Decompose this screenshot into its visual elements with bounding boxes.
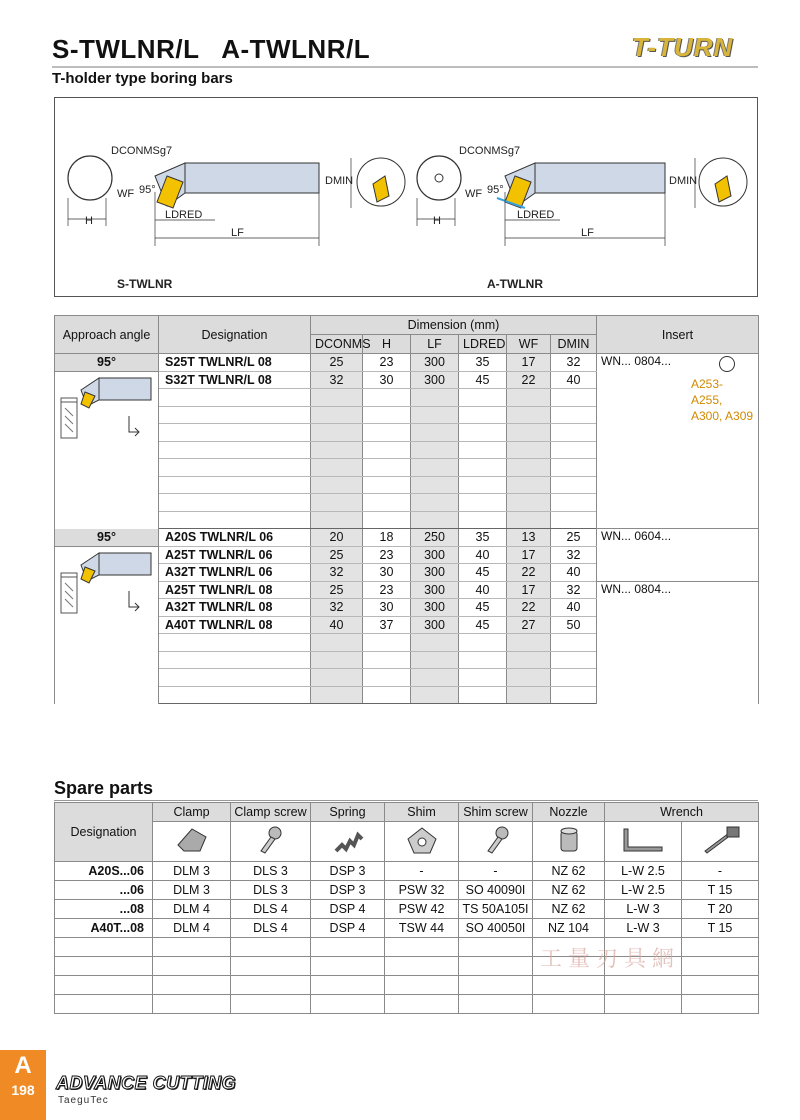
holder-group-s — [55, 354, 759, 529]
dimension-cell — [411, 406, 459, 424]
spare-part-cell: DSP 3 — [311, 881, 385, 900]
designation-cell: A25T TWLNR/L 06 — [159, 546, 311, 564]
spare-part-cell: T 15 — [682, 881, 759, 900]
spare-designation-cell: ...08 — [55, 900, 153, 919]
dmin-label: DMIN — [325, 175, 354, 187]
designation-cell — [159, 476, 311, 494]
page-subtitle: T-holder type boring bars — [52, 70, 233, 87]
dimension-cell — [459, 634, 507, 652]
dimension-cell — [459, 494, 507, 512]
dimension-cell: 30 — [363, 371, 411, 389]
spare-part-cell — [231, 938, 311, 957]
dimension-cell — [507, 389, 551, 407]
dimension-cell — [311, 441, 363, 459]
dimension-cell: 23 — [363, 546, 411, 564]
dimension-cell — [411, 459, 459, 477]
dimension-cell — [459, 669, 507, 687]
spare-designation-header: Designation — [55, 803, 153, 862]
dimension-cell — [411, 669, 459, 687]
spare-part-cell: DLM 4 — [153, 900, 231, 919]
dimension-cell — [411, 686, 459, 704]
dimension-cell: 18 — [363, 529, 411, 547]
dimension-cell: 300 — [411, 616, 459, 634]
dimension-cell — [507, 476, 551, 494]
angle-label-right: 95° — [487, 184, 504, 196]
dimension-cell — [551, 651, 597, 669]
dimension-cell — [459, 686, 507, 704]
dimension-cell: 25 — [551, 529, 597, 547]
spare-part-cell: L-W 2.5 — [605, 881, 682, 900]
spare-part-cell — [459, 976, 533, 995]
h-label: H — [85, 215, 93, 227]
spare-part-cell — [231, 957, 311, 976]
spare-designation-cell: A40T...08 — [55, 919, 153, 938]
dimension-cell: 22 — [507, 564, 551, 582]
clamp-screw-header: Clamp screw — [231, 803, 311, 822]
wf-col-header: WF — [507, 335, 551, 354]
dimension-cell: 300 — [411, 581, 459, 599]
spare-part-cell: NZ 104 — [533, 919, 605, 938]
spare-part-cell: T 15 — [682, 919, 759, 938]
table-row — [55, 881, 759, 900]
title-divider — [52, 66, 758, 68]
spare-part-cell — [385, 938, 459, 957]
dimension-cell: 13 — [507, 529, 551, 547]
boring-tool-icon — [59, 547, 155, 617]
spare-part-cell — [385, 995, 459, 1014]
dimension-cell: 35 — [459, 354, 507, 372]
dimension-cell — [311, 476, 363, 494]
torx-wrench-icon — [682, 822, 759, 862]
holder-table — [54, 315, 759, 704]
dimension-cell — [459, 389, 507, 407]
bore-illustration — [55, 371, 159, 529]
spare-part-cell: DLM 3 — [153, 862, 231, 881]
nozzle-header: Nozzle — [533, 803, 605, 822]
spare-part-cell — [153, 995, 231, 1014]
t-turn-logo: T-TURN — [632, 32, 734, 62]
spare-parts-divider — [54, 800, 758, 801]
spare-part-cell: - — [385, 862, 459, 881]
dimension-cell: 32 — [311, 564, 363, 582]
dimension-cell — [507, 511, 551, 529]
spare-part-cell — [311, 938, 385, 957]
dimension-cell — [551, 634, 597, 652]
tool-diagram-panel — [54, 97, 758, 297]
dimension-cell — [311, 686, 363, 704]
dimension-cell — [551, 406, 597, 424]
dimension-cell: 35 — [459, 529, 507, 547]
dimension-cell — [551, 389, 597, 407]
dimension-cell: 40 — [311, 616, 363, 634]
table-row — [55, 581, 759, 599]
insert-page-ref-icon[interactable] — [719, 356, 735, 372]
designation-cell — [159, 669, 311, 687]
dimension-header: Dimension (mm) — [311, 316, 597, 335]
dimension-cell — [507, 459, 551, 477]
dimension-cell: 45 — [459, 616, 507, 634]
dimension-cell — [551, 441, 597, 459]
spare-part-cell: PSW 32 — [385, 881, 459, 900]
dimension-cell — [411, 441, 459, 459]
designation-cell: A32T TWLNR/L 06 — [159, 564, 311, 582]
spare-part-cell: - — [682, 862, 759, 881]
dimension-cell — [507, 669, 551, 687]
dimension-cell — [459, 424, 507, 442]
ldred-label-right: LDRED — [517, 209, 555, 221]
dimension-cell — [507, 651, 551, 669]
insert-header: Insert — [597, 316, 759, 354]
dimension-cell — [551, 476, 597, 494]
dimension-cell: 300 — [411, 599, 459, 617]
dimension-cell: 22 — [507, 599, 551, 617]
dimension-cell — [411, 424, 459, 442]
dimension-cell: 23 — [363, 581, 411, 599]
designation-cell: A20S TWLNR/L 06 — [159, 529, 311, 547]
brand-subtitle: TaeguTec — [58, 1095, 109, 1106]
dconms-label-right: DCONMSg7 — [459, 145, 521, 157]
insert-code: WN... 0804... — [601, 581, 672, 596]
spare-part-cell — [533, 976, 605, 995]
designation-cell — [159, 459, 311, 477]
dimension-cell: 32 — [311, 371, 363, 389]
dimension-cell — [551, 424, 597, 442]
dimension-cell: 32 — [551, 581, 597, 599]
dmin-col-header: DMIN — [551, 335, 597, 354]
spare-parts-table — [54, 802, 759, 1014]
dimension-cell — [363, 634, 411, 652]
dimension-cell — [551, 494, 597, 512]
dimension-cell: 27 — [507, 616, 551, 634]
table-row — [55, 354, 759, 372]
spare-part-cell: L-W 2.5 — [605, 862, 682, 881]
designation-cell — [159, 634, 311, 652]
approach-angle-cell: 95° — [55, 529, 159, 547]
dimension-cell — [551, 459, 597, 477]
clamp-icon — [153, 822, 231, 862]
dimension-cell — [459, 511, 507, 529]
page-section-letter: A — [14, 1052, 32, 1079]
dimension-cell: 45 — [459, 599, 507, 617]
spare-part-cell: NZ 62 — [533, 881, 605, 900]
boring-tool-icon — [59, 372, 155, 442]
dimension-cell: 40 — [551, 599, 597, 617]
dimension-cell: 40 — [459, 581, 507, 599]
lf-col-header: LF — [411, 335, 459, 354]
dimension-cell — [507, 634, 551, 652]
spare-part-cell: DLM 3 — [153, 881, 231, 900]
dimension-cell: 20 — [311, 529, 363, 547]
designation-cell: S32T TWLNR/L 08 — [159, 371, 311, 389]
designation-cell — [159, 686, 311, 704]
designation-header: Designation — [159, 316, 311, 354]
spare-part-cell: L-W 3 — [605, 900, 682, 919]
dimension-cell — [363, 406, 411, 424]
dimension-cell — [507, 494, 551, 512]
spare-part-cell — [153, 957, 231, 976]
dimension-cell: 25 — [311, 546, 363, 564]
dimension-cell: 17 — [507, 581, 551, 599]
dimension-cell — [363, 459, 411, 477]
spare-part-cell: TSW 44 — [385, 919, 459, 938]
dimension-cell: 45 — [459, 371, 507, 389]
dimension-cell — [363, 476, 411, 494]
designation-cell: S25T TWLNR/L 08 — [159, 354, 311, 372]
dimension-cell — [411, 651, 459, 669]
spare-designation-cell — [55, 976, 153, 995]
designation-cell — [159, 441, 311, 459]
lf-label-right: LF — [581, 227, 594, 239]
ldred-label: LDRED — [165, 209, 203, 221]
spare-part-cell — [231, 995, 311, 1014]
spare-part-cell: DLS 4 — [231, 900, 311, 919]
dimension-cell — [551, 669, 597, 687]
insert-page-ref[interactable]: A253-A255, — [691, 377, 724, 407]
dimension-cell: 250 — [411, 529, 459, 547]
s-twlnr-drawing — [68, 145, 405, 291]
spare-part-cell: - — [459, 862, 533, 881]
spare-part-cell — [682, 957, 759, 976]
spare-part-cell — [605, 976, 682, 995]
nozzle-icon — [533, 822, 605, 862]
designation-cell — [159, 406, 311, 424]
dimension-cell — [459, 651, 507, 669]
wrench-header: Wrench — [605, 803, 759, 822]
dimension-cell: 30 — [363, 564, 411, 582]
dimension-cell — [363, 686, 411, 704]
dimension-cell — [363, 511, 411, 529]
spare-part-cell: DSP 4 — [311, 900, 385, 919]
dimension-cell — [507, 406, 551, 424]
dimension-cell: 300 — [411, 546, 459, 564]
dimension-cell — [551, 511, 597, 529]
wf-label-right: WF — [465, 188, 483, 200]
spare-part-cell: TS 50A105I — [459, 900, 533, 919]
dmin-label-right: DMIN — [669, 175, 698, 187]
spare-part-cell — [311, 995, 385, 1014]
clamp-header: Clamp — [153, 803, 231, 822]
dimension-cell: 50 — [551, 616, 597, 634]
dimension-cell — [411, 389, 459, 407]
tool-diagram — [55, 98, 757, 296]
spare-part-cell: SO 40050I — [459, 919, 533, 938]
spare-part-cell: DSP 4 — [311, 919, 385, 938]
dimension-cell: 30 — [363, 599, 411, 617]
dimension-cell: 32 — [551, 354, 597, 372]
dimension-cell — [411, 634, 459, 652]
insert-code: WN... 0604... — [601, 529, 672, 543]
site-watermark: 工量刃具網 — [540, 946, 681, 971]
dconms-label: DCONMSg7 — [111, 145, 173, 157]
dimension-cell — [363, 441, 411, 459]
table-row — [55, 919, 759, 938]
dimension-cell — [311, 459, 363, 477]
spare-part-cell — [459, 957, 533, 976]
spare-part-cell: DLM 4 — [153, 919, 231, 938]
bore-illustration — [55, 546, 159, 704]
dimension-cell — [311, 511, 363, 529]
page-title: S-TWLNR/L A-TWLNR/L — [52, 34, 371, 64]
h-col-header: H — [363, 335, 411, 354]
dimension-cell — [311, 651, 363, 669]
spare-part-cell: L-W 3 — [605, 919, 682, 938]
dimension-cell: 300 — [411, 371, 459, 389]
designation-cell — [159, 651, 311, 669]
h-label-right: H — [433, 215, 441, 227]
spare-part-cell — [153, 976, 231, 995]
dimension-cell: 23 — [363, 354, 411, 372]
s-twlnr-label: S-TWLNR — [117, 277, 173, 291]
dimension-cell — [311, 389, 363, 407]
dconms-col-header: DCONMS — [311, 335, 363, 354]
shim-screw-header: Shim screw — [459, 803, 533, 822]
dimension-cell — [363, 494, 411, 512]
dimension-cell — [411, 476, 459, 494]
dimension-cell: 40 — [459, 546, 507, 564]
dimension-cell: 17 — [507, 546, 551, 564]
dimension-cell: 40 — [551, 564, 597, 582]
dimension-cell: 25 — [311, 581, 363, 599]
spare-part-cell: T 20 — [682, 900, 759, 919]
spare-part-cell — [533, 995, 605, 1014]
dimension-cell — [311, 424, 363, 442]
spare-part-cell — [231, 976, 311, 995]
spare-parts-body — [55, 862, 759, 1014]
designation-cell — [159, 511, 311, 529]
spare-part-cell: SO 40090I — [459, 881, 533, 900]
shim-screw-icon — [459, 822, 533, 862]
insert-code: WN... 0804... — [601, 354, 672, 368]
dimension-cell — [363, 424, 411, 442]
dimension-cell — [311, 494, 363, 512]
page-number: 198 — [11, 1082, 35, 1098]
lf-label: LF — [231, 227, 244, 239]
spring-header: Spring — [311, 803, 385, 822]
spare-part-cell — [459, 938, 533, 957]
table-row — [55, 995, 759, 1014]
a-twlnr-drawing — [417, 145, 747, 291]
dimension-cell: 32 — [551, 546, 597, 564]
insert-cell — [597, 581, 759, 704]
insert-page-ref[interactable]: A300, A309 — [691, 409, 754, 423]
spare-part-cell — [385, 957, 459, 976]
designation-cell: A40T TWLNR/L 08 — [159, 616, 311, 634]
designation-cell: A25T TWLNR/L 08 — [159, 581, 311, 599]
spare-part-cell — [459, 995, 533, 1014]
spare-part-cell — [311, 976, 385, 995]
dimension-cell — [363, 389, 411, 407]
spring-icon — [311, 822, 385, 862]
dimension-cell: 22 — [507, 371, 551, 389]
spare-designation-cell: A20S...06 — [55, 862, 153, 881]
dimension-cell: 25 — [311, 354, 363, 372]
dimension-cell — [363, 669, 411, 687]
table-row — [55, 976, 759, 995]
spare-part-cell — [682, 938, 759, 957]
insert-cell — [597, 529, 759, 582]
spare-part-cell — [311, 957, 385, 976]
designation-cell: A32T TWLNR/L 08 — [159, 599, 311, 617]
shim-header: Shim — [385, 803, 459, 822]
a-twlnr-label: A-TWLNR — [487, 277, 543, 291]
dimension-cell: 32 — [311, 599, 363, 617]
spare-part-cell: DLS 3 — [231, 881, 311, 900]
dimension-cell — [551, 686, 597, 704]
table-row — [55, 900, 759, 919]
table-row — [55, 862, 759, 881]
dimension-cell — [459, 476, 507, 494]
dimension-cell — [411, 511, 459, 529]
dimension-cell — [311, 669, 363, 687]
clamp-screw-icon — [231, 822, 311, 862]
ldred-col-header: LDRED — [459, 335, 507, 354]
approach-angle-header: Approach angle — [55, 316, 159, 354]
dimension-cell — [459, 406, 507, 424]
dimension-cell — [363, 651, 411, 669]
dimension-cell — [507, 686, 551, 704]
dimension-cell — [459, 441, 507, 459]
hex-wrench-icon — [605, 822, 682, 862]
holder-group-a — [55, 529, 759, 704]
dimension-cell: 300 — [411, 354, 459, 372]
spare-part-cell — [682, 976, 759, 995]
spare-part-cell — [605, 995, 682, 1014]
spare-part-cell — [385, 976, 459, 995]
designation-cell — [159, 494, 311, 512]
spare-designation-cell — [55, 957, 153, 976]
spare-part-cell — [153, 938, 231, 957]
spare-part-cell: DLS 4 — [231, 919, 311, 938]
spare-designation-cell — [55, 995, 153, 1014]
spare-designation-cell: ...06 — [55, 881, 153, 900]
spare-designation-cell — [55, 938, 153, 957]
dimension-cell: 17 — [507, 354, 551, 372]
spare-part-cell: NZ 62 — [533, 900, 605, 919]
approach-angle-cell: 95° — [55, 354, 159, 372]
shim-icon — [385, 822, 459, 862]
dimension-cell — [507, 441, 551, 459]
dimension-cell — [311, 634, 363, 652]
spare-part-cell — [682, 995, 759, 1014]
dimension-cell — [311, 406, 363, 424]
brand-logo: ADVANCE CUTTING — [56, 1073, 237, 1093]
dimension-cell: 300 — [411, 564, 459, 582]
spare-part-cell: DLS 3 — [231, 862, 311, 881]
spare-parts-title: Spare parts — [54, 778, 154, 798]
wf-label: WF — [117, 188, 135, 200]
spare-part-cell: DSP 3 — [311, 862, 385, 881]
dimension-cell: 40 — [551, 371, 597, 389]
spare-part-cell: PSW 42 — [385, 900, 459, 919]
spare-part-cell: NZ 62 — [533, 862, 605, 881]
dimension-cell — [459, 459, 507, 477]
dimension-cell — [507, 424, 551, 442]
dimension-cell: 37 — [363, 616, 411, 634]
designation-cell — [159, 389, 311, 407]
dimension-cell: 45 — [459, 564, 507, 582]
angle-label: 95° — [139, 184, 156, 196]
insert-cell — [597, 354, 759, 529]
designation-cell — [159, 424, 311, 442]
dimension-cell — [411, 494, 459, 512]
table-row — [55, 529, 759, 547]
